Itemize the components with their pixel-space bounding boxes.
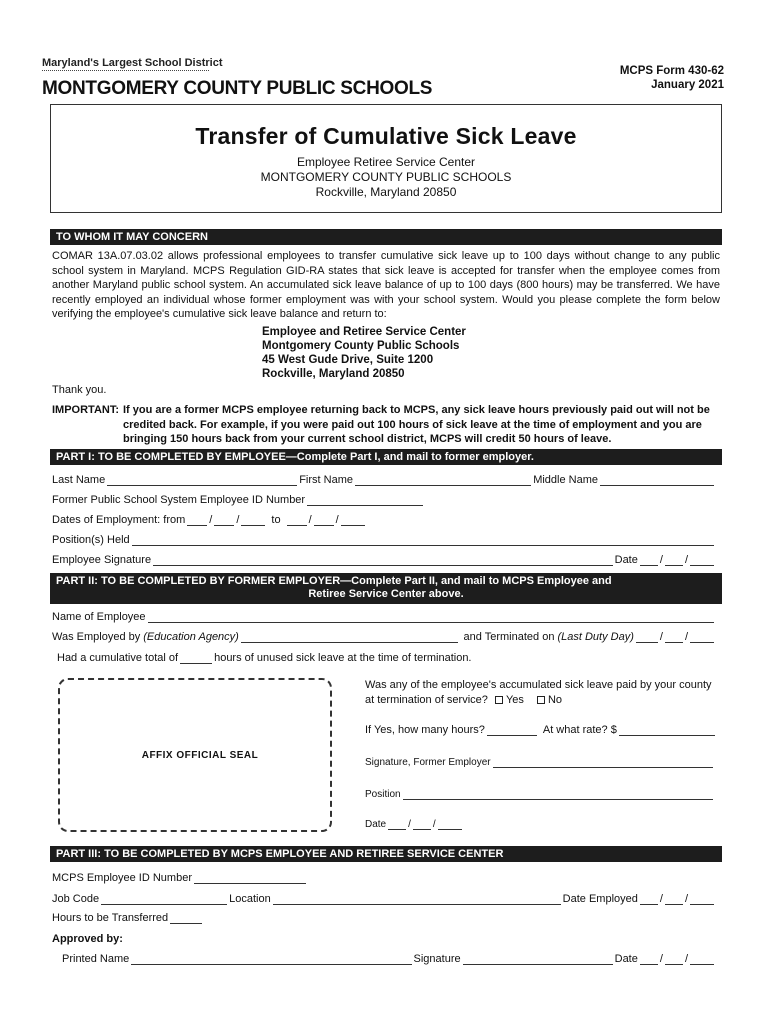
- employee-date-label: Date: [614, 554, 638, 566]
- part1-heading: PART I: TO BE COMPLETED BY EMPLOYEE—Complete Part I, and mail to former employer.: [50, 449, 722, 465]
- important-label: IMPORTANT:: [52, 404, 120, 416]
- last-duty-day-hint: (Last Duty Day): [557, 631, 634, 643]
- cumulative-total-row: [57, 652, 677, 664]
- address-line-1: Employee and Retiree Service Center: [262, 326, 466, 338]
- employee-date-slash-2: /: [684, 554, 688, 566]
- concern-heading: TO WHOM IT MAY CONCERN: [50, 229, 722, 245]
- date-employed-label: Date Employed: [562, 893, 638, 905]
- tagline-divider: [42, 70, 209, 71]
- first-name-field[interactable]: [355, 475, 531, 486]
- date-employed-year[interactable]: [690, 894, 714, 905]
- printed-name-label: Printed Name: [62, 953, 130, 965]
- dates-label: Dates of Employment: from: [52, 514, 186, 526]
- dates-row: [52, 514, 716, 526]
- former-employer-position-label: Position: [365, 789, 401, 800]
- how-many-label: If Yes, how many hours?: [365, 724, 485, 736]
- to-year-field[interactable]: [341, 515, 365, 526]
- name-row: [52, 474, 716, 486]
- to-month-field[interactable]: [287, 515, 307, 526]
- last-name-field[interactable]: [107, 475, 297, 486]
- hours-rate-row: [365, 724, 717, 736]
- from-slash-1: /: [209, 514, 213, 526]
- former-employer-date-year[interactable]: [438, 819, 462, 830]
- hours-transferred-row: [52, 912, 716, 924]
- job-code-label: Job Code: [52, 893, 100, 905]
- to-slash-2: /: [335, 514, 339, 526]
- form-identifier: [620, 64, 724, 92]
- had-total-label: Had a cumulative total of: [57, 652, 179, 664]
- service-center-line: Employee Retiree Service Center: [296, 155, 476, 169]
- paid-out-question-text: Was any of the employee's accumulated sick leave paid by your county at termination of service?: [365, 679, 712, 706]
- from-slash-2: /: [236, 514, 240, 526]
- employed-by-label: Was Employed by: [52, 631, 141, 643]
- form-date: January 2021: [651, 79, 724, 91]
- employment-row: [52, 631, 716, 643]
- date-employed-month[interactable]: [640, 894, 658, 905]
- no-checkbox[interactable]: [537, 696, 545, 704]
- mcps-id-label: MCPS Employee ID Number: [52, 872, 192, 884]
- date-employed-slash-2: /: [684, 893, 688, 905]
- unused-hours-field[interactable]: [180, 653, 212, 664]
- mcps-id-field[interactable]: [194, 873, 306, 884]
- part2-heading: [50, 573, 722, 604]
- employee-id-label: Former Public School System Employee ID Number: [52, 494, 306, 506]
- middle-name-field[interactable]: [600, 475, 714, 486]
- employee-date-day[interactable]: [665, 555, 683, 566]
- yes-label: Yes: [505, 693, 524, 706]
- location-field[interactable]: [273, 894, 561, 905]
- official-seal-label: AFFIX OFFICIAL SEAL: [141, 750, 259, 761]
- positions-row: [52, 534, 716, 546]
- printed-name-field[interactable]: [131, 954, 411, 965]
- form-title: Transfer of Cumulative Sick Leave: [195, 123, 577, 149]
- former-employer-position-row: [365, 789, 715, 800]
- return-address: [262, 325, 466, 381]
- from-month-field[interactable]: [187, 515, 207, 526]
- thank-you-text: Thank you.: [52, 384, 107, 396]
- first-name-label: First Name: [299, 474, 353, 486]
- important-text: If you are a former MCPS employee returning back to MCPS, any sick leave hours previously paid out will not be credited back. For example, if you were paid out 100 hours of sick leave at the time of employment and you are bringing 150 hours back from your current school district, MCPS will credit 50 hours of leave.: [123, 404, 710, 445]
- address-line-2: Montgomery County Public Schools: [262, 340, 460, 352]
- title-box: [50, 104, 722, 213]
- employee-date-slash-1: /: [659, 554, 663, 566]
- positions-field[interactable]: [132, 535, 714, 546]
- paid-hours-field[interactable]: [487, 725, 537, 736]
- termination-day-field[interactable]: [665, 632, 683, 643]
- approval-date-slash-2: /: [684, 953, 688, 965]
- termination-month-field[interactable]: [636, 632, 658, 643]
- important-notice: [52, 403, 720, 447]
- part2-heading-line1: PART II: TO BE COMPLETED BY FORMER EMPLOYER—Complete Part II, and mail to MCPS Employee and: [56, 575, 612, 587]
- approver-signature-field[interactable]: [463, 954, 613, 965]
- to-slash-1: /: [308, 514, 312, 526]
- approved-by-label: Approved by:: [52, 933, 123, 945]
- termination-year-field[interactable]: [690, 632, 714, 643]
- former-employer-date-day[interactable]: [413, 819, 431, 830]
- city-line: Rockville, Maryland 20850: [315, 185, 457, 199]
- former-employer-signature-row: [365, 757, 715, 768]
- title-subtitle: [51, 155, 721, 200]
- address-line-4: Rockville, Maryland 20850: [262, 368, 405, 380]
- former-employer-date-slash-2: /: [432, 819, 436, 830]
- part3-heading: PART III: TO BE COMPLETED BY MCPS EMPLOYEE AND RETIREE SERVICE CENTER: [50, 846, 722, 862]
- employee-signature-field[interactable]: [153, 555, 613, 566]
- termination-slash-2: /: [684, 631, 688, 643]
- employee-id-field[interactable]: [307, 495, 423, 506]
- part2-heading-line2: Retiree Service Center above.: [308, 588, 464, 600]
- to-day-field[interactable]: [314, 515, 334, 526]
- former-employer-date-label: Date: [365, 819, 387, 830]
- employee-date-month[interactable]: [640, 555, 658, 566]
- from-year-field[interactable]: [241, 515, 265, 526]
- approval-date-label: Date: [614, 953, 638, 965]
- hours-transferred-field[interactable]: [170, 913, 202, 924]
- approver-signature-label: Signature: [413, 953, 461, 965]
- date-employed-slash-1: /: [659, 893, 663, 905]
- approval-date-month[interactable]: [640, 954, 658, 965]
- employee-id-row: [52, 494, 716, 506]
- employee-signature-label: Employee Signature: [52, 554, 152, 566]
- rate-field[interactable]: [619, 725, 715, 736]
- job-code-row: [52, 893, 716, 905]
- mcps-id-row: [52, 872, 716, 884]
- former-employer-signature-field[interactable]: [493, 757, 713, 768]
- terminated-on-label: and Terminated on: [463, 631, 555, 643]
- district-name: MONTGOMERY COUNTY PUBLIC SCHOOLS: [42, 78, 433, 99]
- job-code-field[interactable]: [101, 894, 227, 905]
- education-agency-hint: (Education Agency): [143, 631, 239, 643]
- from-day-field[interactable]: [214, 515, 234, 526]
- date-employed-day[interactable]: [665, 894, 683, 905]
- positions-label: Position(s) Held: [52, 534, 130, 546]
- to-label: to: [271, 514, 281, 526]
- approval-row: [62, 953, 716, 965]
- approval-date-slash-1: /: [659, 953, 663, 965]
- form-number: MCPS Form 430-62: [619, 65, 724, 77]
- employee-date-year[interactable]: [690, 555, 714, 566]
- former-employer-date-month[interactable]: [388, 819, 406, 830]
- address-line-3: 45 West Gude Drive, Suite 1200: [262, 354, 434, 366]
- hours-transferred-label: Hours to be Transferred: [52, 912, 169, 924]
- former-employer-position-field[interactable]: [403, 789, 713, 800]
- termination-slash-1: /: [659, 631, 663, 643]
- name-of-employee-field[interactable]: [148, 612, 714, 623]
- former-employer-date-slash-1: /: [408, 819, 411, 830]
- education-agency-field[interactable]: [241, 632, 458, 643]
- approval-date-day[interactable]: [665, 954, 683, 965]
- district-tagline: Maryland's Largest School District: [42, 57, 223, 69]
- what-rate-label: At what rate? $: [542, 724, 617, 736]
- name-of-employee-label: Name of Employee: [52, 611, 146, 623]
- location-label: Location: [229, 893, 271, 905]
- concern-paragraph: COMAR 13A.07.03.02 allows professional employees to transfer cumulative sick leave up to 100 days without change to any public school system in Maryland. MCPS Regulation GID-RA states that sick leave is accepted for transfer when the employee comes from another Maryland public school system. An accumulated sick leave balance of up to 100 days (800 hours) may be transferred. We have recently employed an individual whose former employment was with your school system. Would you please complete the form below verifying the employee's cumulative sick leave balance and return to:: [52, 250, 720, 320]
- approval-date-year[interactable]: [690, 954, 714, 965]
- hours-unused-label: hours of unused sick leave at the time of termination.: [214, 652, 472, 664]
- district-line: MONTGOMERY COUNTY PUBLIC SCHOOLS: [260, 170, 512, 184]
- paid-out-question: [365, 678, 717, 707]
- yes-checkbox[interactable]: [495, 696, 503, 704]
- former-employer-date-row: [365, 819, 515, 830]
- employee-signature-row: [52, 554, 716, 566]
- former-employer-signature-label: Signature, Former Employer: [365, 757, 491, 768]
- name-of-employee-row: [52, 611, 716, 623]
- last-name-label: Last Name: [52, 474, 106, 486]
- no-label: No: [547, 693, 563, 706]
- middle-name-label: Middle Name: [533, 474, 598, 486]
